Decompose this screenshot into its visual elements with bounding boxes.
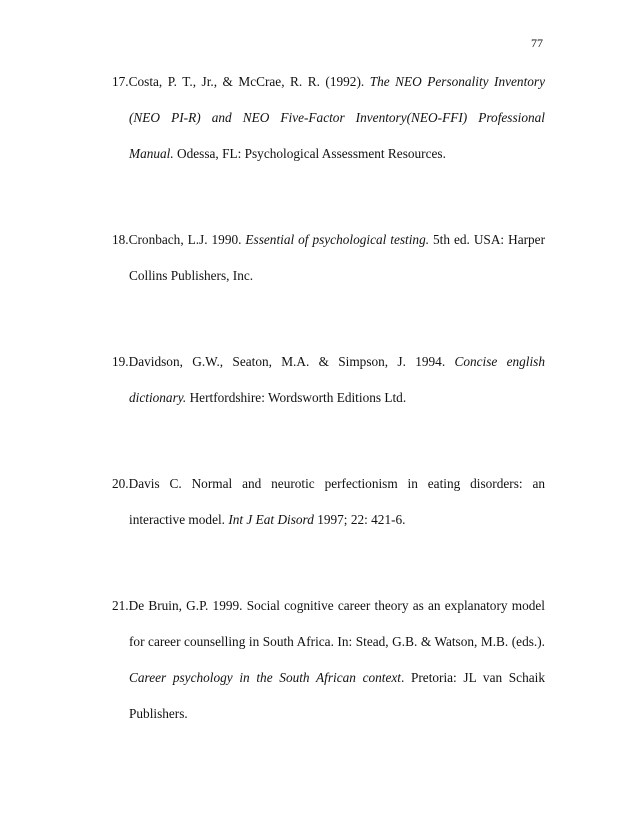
reference-publisher: . Pretoria: JL van Schaik Publishers. [129, 670, 545, 721]
reference-number: 19. [112, 354, 129, 369]
reference-authors: Costa, P. T., Jr., & McCrae, R. R. (1992). [128, 74, 370, 89]
page-number: 77 [531, 36, 543, 50]
reference-authors: De Bruin, G.P. 1999. Social cognitive career theory as an explanatory model for career counselling in South Africa. In: Stead, G.B. & Watson, M.B. (eds.). [128, 598, 545, 649]
reference-title: Concise english dictionary. [129, 354, 546, 405]
reference-publisher: 5th ed. USA: Harper Collins Publishers, Inc. [129, 232, 546, 283]
reference-item [112, 222, 545, 294]
reference-authors: Cronbach, L.J. 1990. [128, 232, 246, 247]
reference-authors: Davis C. Normal and neurotic perfectionism in eating disorders: an interactive model. [128, 476, 545, 527]
reference-number: 20. [112, 476, 129, 491]
reference-item [112, 466, 545, 538]
reference-number: 18. [112, 232, 129, 247]
reference-number: 21. [112, 598, 129, 613]
reference-authors: Davidson, G.W., Seaton, M.A. & Simpson, J. 1994. [128, 354, 455, 369]
reference-item [112, 64, 545, 172]
reference-publisher: Odessa, FL: Psychological Assessment Resources. [173, 146, 446, 161]
reference-publisher: Hertfordshire: Wordsworth Editions Ltd. [186, 390, 407, 405]
reference-title: Career psychology in the South African context [129, 670, 401, 685]
reference-title: Int J Eat Disord [228, 512, 314, 527]
reference-title: Essential of psychological testing. [245, 232, 430, 247]
reference-number: 17. [112, 74, 129, 89]
reference-item [112, 588, 545, 732]
reference-title: The NEO Personality Inventory (NEO PI-R) and NEO Five-Factor Inventory(NEO-FFI) Professional Manual. [129, 74, 545, 161]
reference-list [112, 64, 545, 782]
reference-publisher: 1997; 22: 421-6. [313, 512, 406, 527]
reference-item [112, 344, 545, 416]
